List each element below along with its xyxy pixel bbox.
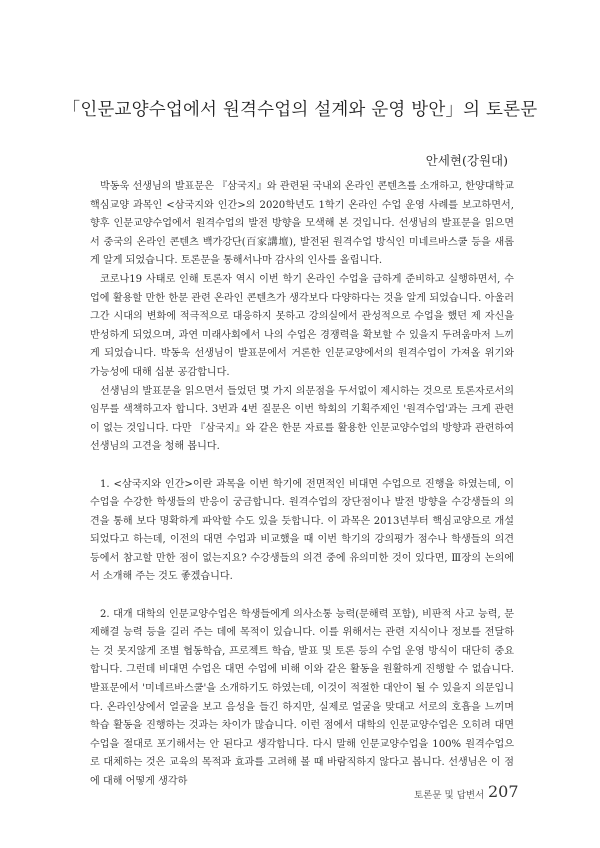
paragraph-intro: 박동욱 선생님의 발표문은 『삼국지』와 관련된 국내외 온라인 콘텐츠를 소개하고, 한양대학교 핵심교양 과목인 <삼국지와 인간>의 2020학년도 1학기 온라인 수업 운영 사례를 보고하면서, 향후 인문교양수업에서 원격수업의 발전 방향을 모색해 본 것입니다. 선생님의 발표문을 읽으면서 중국의 온라인 콘텐츠 백가강단(百家講壇), 발전된 원격수업 방식인 미네르바스쿨 등을 새롭게 알게 되었습니다. 토론문을 통해서나마 감사의 인사를 올립니다. — [90, 181, 514, 267]
paragraph-context: 코로나19 사태로 인해 토론자 역시 이번 학기 온라인 수업을 급하게 준비하고 실행하면서, 수업에 활용할 만한 한문 관련 온라인 콘텐츠가 생각보다 다양하다는 것을 알게 되었습니다. 아울러 그간 시대의 변화에 적극적으로 대응하지 못하고 강의실에서 관성적으로 수업을 했던 제 자신을 반성하게 되었으며, 과연 미래사회에서 나의 수업은 경쟁력을 확보할 수 있을지 두려움마저 느끼게 되었습니다. 박동욱 선생님이 발표문에서 거론한 인문교양에서의 원격수업이 가져올 위기와 가능성에 대해 십분 공감합니다. — [90, 273, 514, 378]
author-line: 안세현(강원대) — [425, 153, 508, 168]
question-item-2: 2. 대개 대학의 인문교양수업은 학생들에게 의사소통 능력(문해력 포함), 비판적 사고 능력, 문제해결 능력 등을 길러 주는 데에 목적이 있습니다. 이를 위해서는 관련 지식이나 정보를 전달하는 것 못지않게 조별 협동학습, 프로젝트 학습, 발표 및 토론 등의 수업 운영 방식이 대단히 중요합니다. 그런데 비대면 수업은 대면 수업에 비해 이와 같은 활동을 원활하게 진행할 수 없습니다. 발표문에서 '미네르바스쿨'을 소개하기도 하였는데, 이것이 적절한 대안이 될 수 있을지 의문입니다. 온라인상에서 얼굴을 보고 음성을 들긴 하지만, 실제로 얼굴을 맞대고 서로의 호흡을 느끼며 학습 활동을 진행하는 것과는 차이가 많습니다. 이런 점에서 대학의 인문교양수업은 오히려 대면 수업을 절대로 포기해서는 안 된다고 생각합니다. 다시 말해 인문교양수업을 100% 원격수업으로 대체하는 것은 교육의 목적과 효과를 고려해 볼 때 바람직하지 않다고 봅니다. 선생님은 이 점에 대해 어떻게 생각하 — [90, 608, 514, 787]
footer-section-label: 토론문 및 답변서 — [414, 790, 485, 801]
paragraph-purpose: 선생님의 발표문을 읽으면서 들었던 몇 가지 의문점을 두서없이 제시하는 것으로 토론자로서의 임무를 색책하고자 합니다. 3번과 4번 질문은 이번 학회의 기획주제인 '원격수업'과는 크게 관련이 없는 것입니다. 다만 『삼국지』와 같은 한문 자료를 활용한 인문교양수업의 방향과 관련하여 선생님의 고견을 청해 봅니다. — [90, 385, 514, 453]
page-number: 207 — [488, 782, 519, 801]
page-title: 「인문교양수업에서 원격수업의 설계와 운영 방안」의 토론문 — [62, 100, 538, 120]
question-item-1: 1. <삼국지와 인간>이란 과목을 이번 학기에 전면적인 비대면 수업으로 진행을 하였는데, 이 수업을 수강한 학생들의 반응이 궁금합니다. 원격수업의 장단점이나 발전 방향을 수강생들의 의견을 통해 보다 명확하게 파악할 수도 있을 듯합니다. 이 과목은 2013년부터 핵심교양으로 개설되었다고 하는데, 이전의 대면 수업과 비교했을 때 이번 학기의 강의평가 점수나 학생들의 의견 등에서 참고할 만한 점이 없는지요? 수강생들의 의견 중에 유의미한 것이 있다면, Ⅲ장의 논의에서 소개해 주는 것도 좋겠습니다. — [90, 478, 514, 583]
body-text — [90, 178, 514, 792]
